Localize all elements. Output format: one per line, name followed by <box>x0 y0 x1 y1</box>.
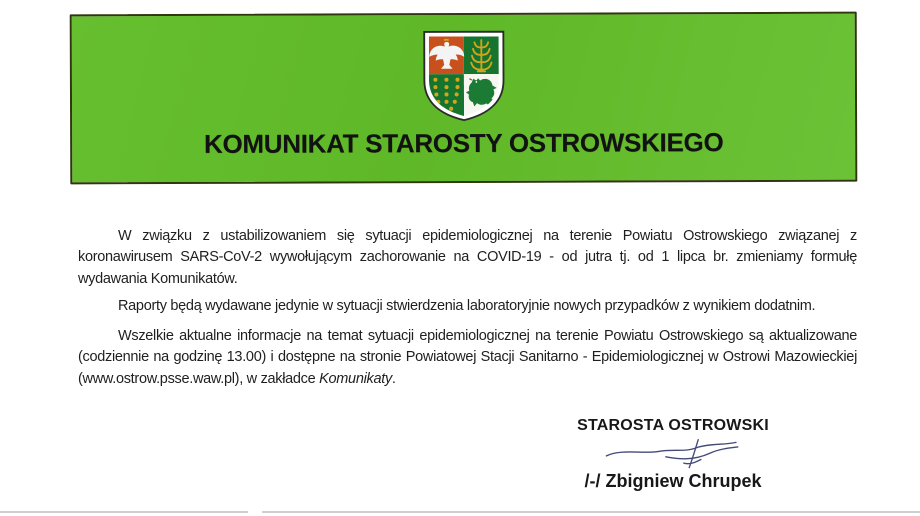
coat-of-arms-icon <box>421 30 505 122</box>
paragraph-2: Raporty będą wydawane jedynie w sytuacji stwierdzenia laboratoryjnie nowych przypadków z wynikiem dodatnim. <box>118 297 816 314</box>
signer-role: STAROSTA OSTROWSKI <box>577 417 769 434</box>
document-body <box>78 226 857 396</box>
paragraph-3-suffix: . <box>391 370 396 387</box>
paragraph-1: W związku z ustabilizowaniem się sytuacji epidemiologicznej na terenie Powiatu Ostrowskiego związanej z koronawirusem SARS-CoV-2 wywołującym zachorowanie na COVID-19 - od jutra tj. od 1 lipca br. zmieniamy formułę wydawania Komunikatów. <box>78 228 857 287</box>
scan-artifact-line-right <box>262 511 920 513</box>
paragraph-3-italic-word: Komunikaty <box>319 370 392 387</box>
handwritten-signature <box>595 437 751 473</box>
signer-name: /-/ Zbigniew Chrupek <box>584 471 762 491</box>
header-banner <box>70 12 858 185</box>
signature-block <box>568 417 778 492</box>
paragraph-3-text: Wszelkie aktualne informacje na temat sytuacji epidemiologicznej na terenie Powiatu Ostrowskiego są aktualizowane (codziennie na godzinę 13.00) i dostępne na stronie Powiatowej Stacji Sanitarno - Epidemiologicznej w Ostrowi Mazowieckiej (www.ostrow.psse.waw.pl), w zakładce <box>78 328 857 387</box>
paragraph-3 <box>78 326 857 390</box>
scan-artifact-line-left <box>0 511 248 513</box>
document-title: KOMUNIKAT STAROSTY OSTROWSKIEGO <box>203 127 724 159</box>
